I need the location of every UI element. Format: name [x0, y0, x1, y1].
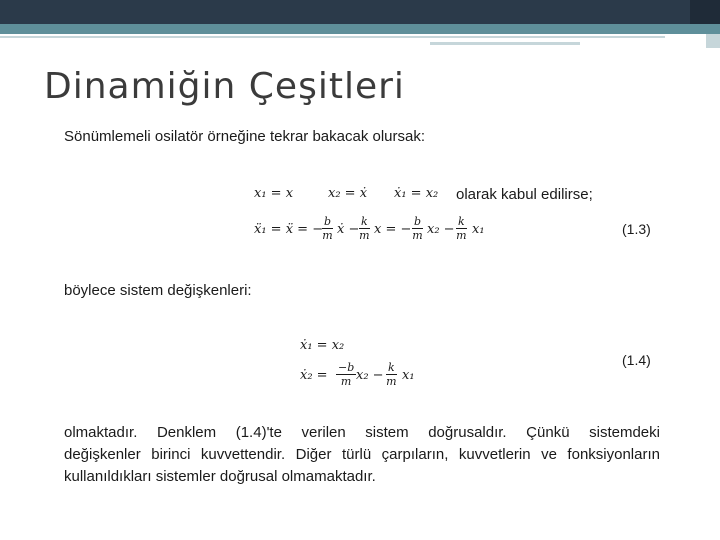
header-side-block	[706, 34, 720, 48]
frac-k-m-1: $\frac{k}{m}$	[359, 215, 370, 242]
eq2-term-x2: x₂ −	[356, 368, 384, 383]
header-bar-teal	[0, 24, 720, 34]
frac-b-m-1: $\frac{b}{m}$	[322, 215, 333, 242]
paragraph-line-2: değişkenler birinci kuvvettendir. Diğer türlü çarpıların, kuvvetlerin ve fonksiyonların	[64, 446, 660, 463]
header-bar-dark-end	[690, 0, 720, 24]
equation-number-1: (1.3)	[622, 221, 651, 237]
frac-negb-m: $\frac{-b}{m}$	[338, 361, 355, 388]
eq-x1: x₁ = x	[254, 186, 294, 201]
eq-term-x1: x₁	[472, 222, 485, 237]
slide-title: Dinamiğin Çeşitleri	[44, 66, 405, 107]
header-bar-dark	[0, 0, 720, 24]
eq-x1dot: ẋ₁ = x₂	[394, 186, 439, 201]
frac-k-m-3: $\frac{k}{m}$	[386, 361, 397, 388]
eq-x1ddot: ẍ₁ = ẍ = −	[254, 222, 324, 237]
eq2-lhs: ẋ₂ =	[300, 368, 328, 383]
paragraph-line-1: olmaktadır. Denklem (1.4)'te verilen sistem doğrusaldır. Çünkü sistemdeki	[64, 424, 660, 441]
frac-b-m-2: $\frac{b}{m}$	[412, 215, 423, 242]
equation-number-2: (1.4)	[622, 352, 651, 368]
eq-term-x: x = −	[374, 222, 412, 237]
intro-text: Sönümlemeli osilatör örneğine tekrar bakacak olursak:	[64, 128, 426, 145]
eq-x2: x₂ = ẋ	[328, 186, 368, 201]
eq2-row1: ẋ₁ = x₂	[300, 338, 345, 353]
header-accent-line	[0, 36, 665, 38]
explanation-paragraph	[64, 424, 660, 490]
eq-condition: olarak kabul edilirse;	[456, 186, 593, 203]
eq-term-x2: x₂ −	[427, 222, 455, 237]
variables-text: böylece sistem değişkenleri:	[64, 282, 252, 299]
eq2-term-x1: x₁	[402, 368, 415, 383]
header-accent-line-short	[430, 42, 580, 45]
eq-term-xdot: ẋ −	[337, 222, 360, 237]
frac-k-m-2: $\frac{k}{m}$	[456, 215, 467, 242]
paragraph-line-3: kullanıldıkları sistemler doğrusal olmamaktadır.	[64, 468, 376, 485]
